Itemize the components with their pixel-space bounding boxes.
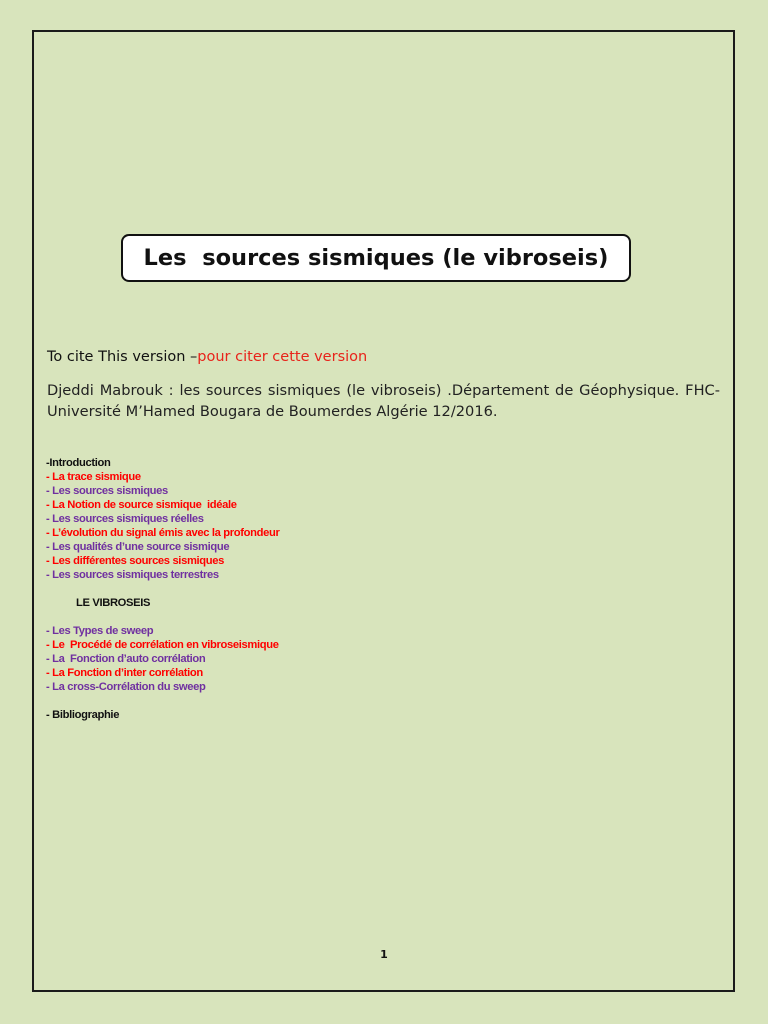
title-box [121, 234, 631, 282]
toc-item-differentes-sources[interactable]: - Les différentes sources sismiques [46, 555, 225, 567]
toc-item-auto-correlation[interactable]: - La Fonction d’auto corrélation [46, 653, 206, 665]
citation-reference: Djeddi Mabrouk : les sources sismiques (le vibroseis) .Département de Géophysique. FHC-Université M’Hamed Bougara de Boumerdes Algérie 12/2016. [47, 382, 720, 420]
toc-item-introduction[interactable]: -Introduction [46, 457, 111, 469]
cite-highlight: pour citer cette version [197, 349, 368, 365]
table-of-contents [46, 456, 279, 722]
toc-item-sources-terrestres[interactable]: - Les sources sismiques terrestres [46, 569, 219, 581]
toc-item-sources-sismiques[interactable]: - Les sources sismiques [46, 485, 168, 497]
toc-item-source-ideale[interactable]: - La Notion de source sismique idéale [46, 499, 237, 511]
toc-item-qualites-source[interactable]: - Les qualités d’une source sismique [46, 541, 230, 553]
page-number: 1 [380, 948, 388, 961]
toc-item-inter-correlation[interactable]: - La Fonction d’inter corrélation [46, 667, 203, 679]
toc-item-procede-correlation[interactable]: - Le Procédé de corrélation en vibroseismique [46, 639, 279, 651]
document-title: Les sources sismiques (le vibroseis) [143, 245, 609, 271]
toc-item-bibliographie[interactable]: - Bibliographie [46, 709, 120, 721]
toc-item-cross-correlation[interactable]: - La cross-Corrélation du sweep [46, 681, 206, 693]
toc-item-trace-sismique[interactable]: - La trace sismique [46, 471, 141, 483]
toc-item-sources-reelles[interactable]: - Les sources sismiques réelles [46, 513, 204, 525]
toc-item-evolution-signal[interactable]: - L’évolution du signal émis avec la profondeur [46, 527, 280, 539]
cite-prefix: To cite This version – [47, 349, 198, 365]
cite-heading [47, 349, 367, 365]
section-heading-vibroseis: LE VIBROSEIS [76, 597, 151, 609]
toc-item-types-sweep[interactable]: - Les Types de sweep [46, 625, 154, 637]
